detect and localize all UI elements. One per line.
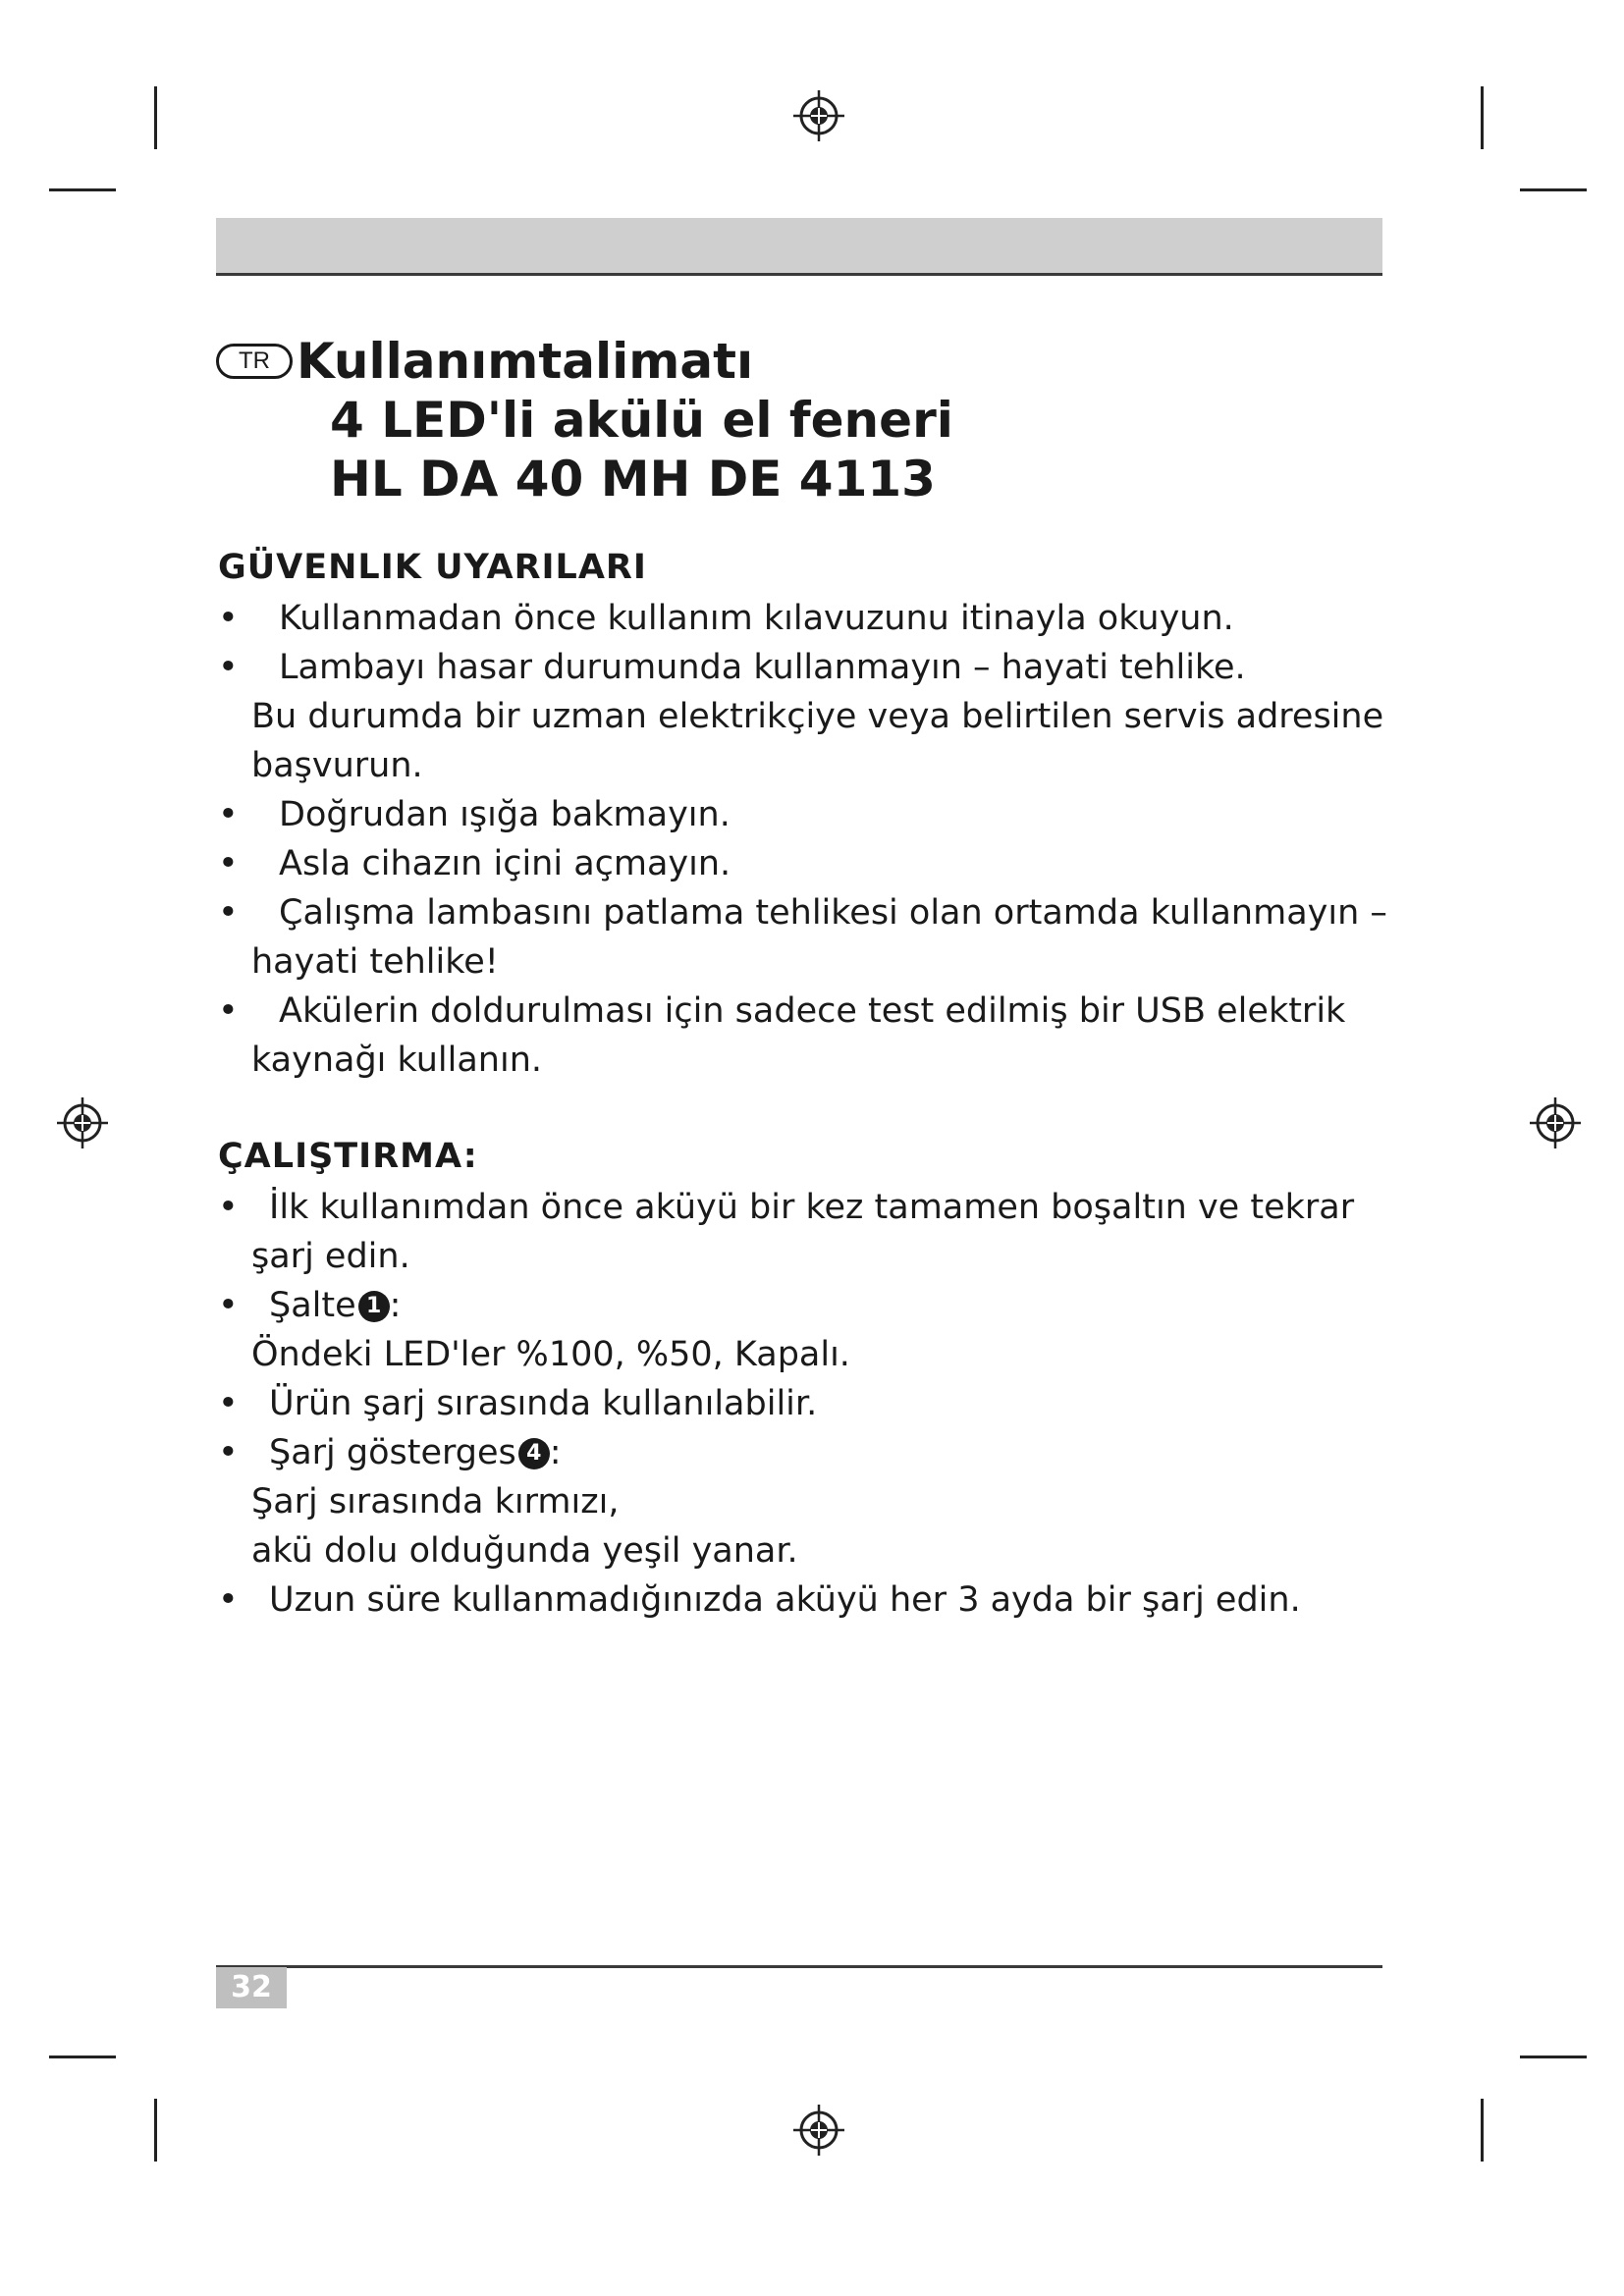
list-item-text: Kullanmadan önce kullanım kılavuzunu itinayla okuyun. [279,599,1234,638]
language-badge: TR [216,344,293,379]
footer-rule [216,1965,1382,1968]
header-bar [216,218,1382,276]
list-item-text [269,1428,562,1477]
crop-mark [1520,2056,1587,2058]
colon: : [389,1286,402,1325]
callout-number-icon: 4 [518,1438,550,1469]
registration-mark-icon [791,88,846,143]
bullet: • [218,599,239,638]
product-model: HL DA 40 MH DE 4113 [330,451,936,507]
bullet: • [218,648,239,687]
indicator-label: Şarj gösterges [269,1433,516,1472]
crop-mark [49,2056,116,2058]
bullet: • [218,893,239,933]
registration-mark-icon [791,2103,846,2158]
list-item-continuation: Öndeki LED'ler %100, %50, Kapalı. [251,1335,850,1374]
list-item-continuation: hayati tehlike! [251,942,499,982]
bullet: • [218,844,239,883]
list-item-text: İlk kullanımdan önce aküyü bir kez tamamen boşaltın ve tekrar [269,1188,1355,1227]
crop-mark [49,188,116,191]
list-item-text: Asla cihazın içini açmayın. [279,844,731,883]
list-item-text: Doğrudan ışığa bakmayın. [279,795,731,834]
bullet: • [218,991,239,1031]
list-item-continuation: şarj edin. [251,1237,410,1276]
list-item-continuation: kaynağı kullanın. [251,1041,542,1080]
bullet: • [218,1580,239,1620]
list-item-text: Lambayı hasar durumunda kullanmayın – hayati tehlike. [279,648,1246,687]
list-item-continuation: Bu durumda bir uzman elektrikçiye veya belirtilen servis adresine [251,697,1384,736]
bullet: • [218,1384,239,1423]
list-item-continuation: başvurun. [251,746,423,785]
crop-mark [154,2099,157,2162]
crop-mark [1481,2099,1484,2162]
registration-mark-icon [55,1095,110,1150]
list-item-text: Ürün şarj sırasında kullanılabilir. [269,1384,818,1423]
list-item-text: Uzun süre kullanmadığınızda aküyü her 3 ayda bir şarj edin. [269,1580,1301,1620]
page-number: 32 [216,1967,287,2008]
product-name: 4 LED'li akülü el feneri [330,392,953,449]
registration-mark-icon [1528,1095,1583,1150]
safety-heading: GÜVENLIK UYARILARI [218,548,647,587]
list-item-text: Çalışma lambasını patlama tehlikesi olan ortamda kullanmayın – [279,893,1387,933]
operation-heading: ÇALIŞTIRMA: [218,1137,478,1176]
list-item-continuation: akü dolu olduğunda yeşil yanar. [251,1531,798,1571]
bullet: • [218,1433,239,1472]
crop-mark [154,86,157,149]
crop-mark [1520,188,1587,191]
list-item-continuation: Şarj sırasında kırmızı, [251,1482,620,1522]
switch-label: Şalte [269,1286,356,1325]
crop-mark [1481,86,1484,149]
page-title: Kullanımtalimatı [297,333,754,390]
list-item-text [269,1281,401,1330]
bullet: • [218,1188,239,1227]
colon: : [549,1433,562,1472]
callout-number-icon: 1 [358,1291,390,1322]
list-item-text: Akülerin doldurulması için sadece test edilmiş bir USB elektrik [279,991,1346,1031]
bullet: • [218,795,239,834]
bullet: • [218,1286,239,1325]
